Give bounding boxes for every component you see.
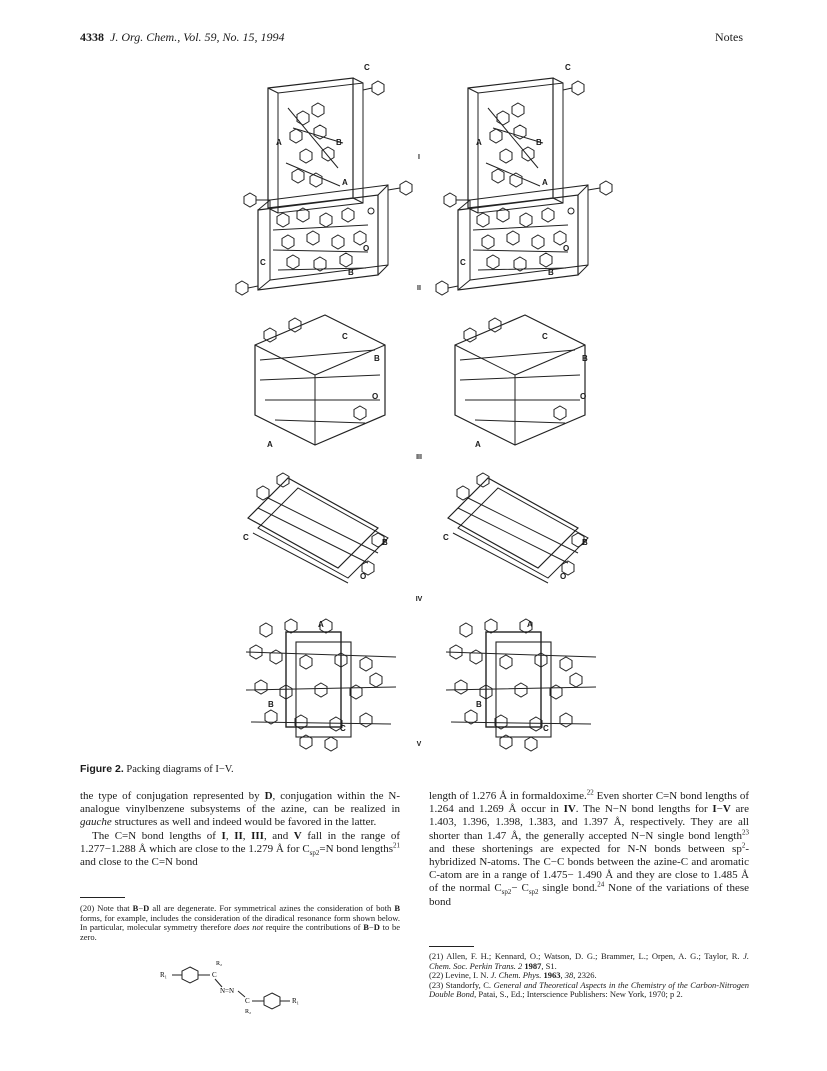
axis-label-c: C (460, 258, 466, 267)
body-paragraph: The C=N bond lengths of I, II, III, and V fall in the range of 1.277−1.288 Å which are close to the 1.279 Å for $C_{sp2}=N$ bond lengths$^{21}$ and close to the C=N bond (80, 829, 401, 869)
axis-label-c: C (342, 332, 348, 341)
axis-label-c: C (260, 258, 266, 267)
axis-label-a: A (475, 440, 481, 449)
substituent-r2: R₂ (245, 1009, 252, 1015)
axis-label-a: A (318, 620, 324, 629)
axis-label-o: O (563, 244, 570, 253)
body-column-left (80, 790, 400, 869)
body-column-right (429, 790, 749, 909)
axis-label-b: B (382, 538, 388, 547)
body-paragraph: the type of conjugation represented by D, conjugation within the N-analogue vinylbenzene subsystems of the azine, can be realized in gauche structures as well and indeed would be favored in the latter. (80, 790, 401, 829)
body-paragraph: length of 1.276 Å in formaldoxime.$^{22}$ Even shorter C=N bond lengths of 1.264 and 1.269 Å occur in IV. The N−N bond lengths for I−V are 1.403, 1.396, 1.398, 1.383, and 1.397 Å, respectively. They are all shorter than 1.47 Å, the generally accepted N−N single bond length$^{23}$ and these shortenings are expected for N-N bonds between $sp^2$-hybridized N-atoms. The C−C bonds between the azine-C and aromatic C-atom are in a range of 1.475− 1.490 Å and they are close to 1.485 Å of the normal $C_{sp2}- C_{sp2}$ single bond.$^{24}$ None of the variations of these bond (429, 788, 749, 908)
footnote-20 (80, 904, 400, 942)
axis-label-c: C (565, 63, 571, 72)
footnote-text: (20) Note that B−D all are degenerate. For symmetrical azines the consideration of both B forms, for example, includes the consideration of the diradical resonance form shown below. In particular, molecular symmetry therefore does not require the contributions of B−D to be zero. (80, 903, 400, 942)
panel-label-ii: II (417, 285, 421, 292)
axis-label-a: A (276, 138, 282, 147)
axis-label-a: A (527, 620, 533, 629)
axis-label-a: A (542, 178, 548, 187)
footnote-21: (21) Allen, F. H.; Kennard, O.; Watson, D. G.; Brammer, L.; Orpen, A. G.; Taylor, R. J. Chem. Soc. Perkin Trans. 2 1987, S1. (429, 951, 749, 971)
axis-label-a: A (267, 440, 273, 449)
axis-label-b: B (582, 354, 588, 363)
azine-structure-drawing (160, 955, 340, 1015)
figure-caption-text: Packing diagrams of I−V. (123, 764, 234, 775)
figure-caption-label: Figure 2. (80, 763, 124, 775)
figure-caption (80, 763, 234, 775)
axis-label-o: O (560, 572, 567, 581)
footnote-rule (429, 946, 474, 947)
section-name: Notes (715, 30, 743, 44)
axis-label-c: C (364, 63, 370, 72)
substituent-r1: R₁ (292, 997, 300, 1005)
axis-label-c: C (542, 332, 548, 341)
journal-citation: J. Org. Chem., Vol. 59, No. 15, 1994 (110, 30, 285, 44)
axis-label-b: B (582, 538, 588, 547)
axis-label-c: C (543, 724, 549, 733)
axis-label-b: B (374, 354, 380, 363)
substituent-r1: R₁ (160, 971, 168, 979)
page-number: 4338 (80, 30, 104, 44)
footnote-23: (23) Standorfy, C. General and Theoretical Aspects in the Chemistry of the Carbon-Nitrogen Double Bond, Patai, S., Ed.; Interscience Publishers: New York, 1970; p 2. (429, 979, 749, 1000)
footnote-22: (22) Levine, I. N. J. Chem. Phys. 1963, 38, 2326. (429, 970, 597, 981)
footnotes-right (429, 952, 749, 1000)
axis-label-c: C (243, 533, 249, 542)
axis-label-a: A (342, 178, 348, 187)
axis-label-o: O (363, 244, 370, 253)
axis-label-b: B (536, 138, 542, 147)
panel-label-iii: III (416, 454, 422, 461)
axis-label-c: C (340, 724, 346, 733)
axis-label-o: O (360, 572, 367, 581)
panel-label-i: I (418, 154, 420, 161)
substituent-r2: R₂ (216, 961, 223, 967)
panel-label-v: V (416, 741, 422, 748)
axis-label-b: B (548, 268, 554, 277)
svg-text:C: C (212, 971, 217, 979)
axis-label-b: B (336, 138, 342, 147)
axis-label-b: B (268, 700, 274, 709)
axis-label-b: B (476, 700, 482, 709)
azine-bond-label: N=N (220, 987, 235, 995)
svg-text:C: C (245, 997, 250, 1005)
axis-label-o: O (372, 392, 379, 401)
axis-label-a: A (476, 138, 482, 147)
axis-label-c: C (443, 533, 449, 542)
axis-label-b: B (348, 268, 354, 277)
panel-label-iv: IV (415, 596, 423, 603)
footnote-rule (80, 897, 125, 898)
axis-label-o: O (580, 392, 587, 401)
